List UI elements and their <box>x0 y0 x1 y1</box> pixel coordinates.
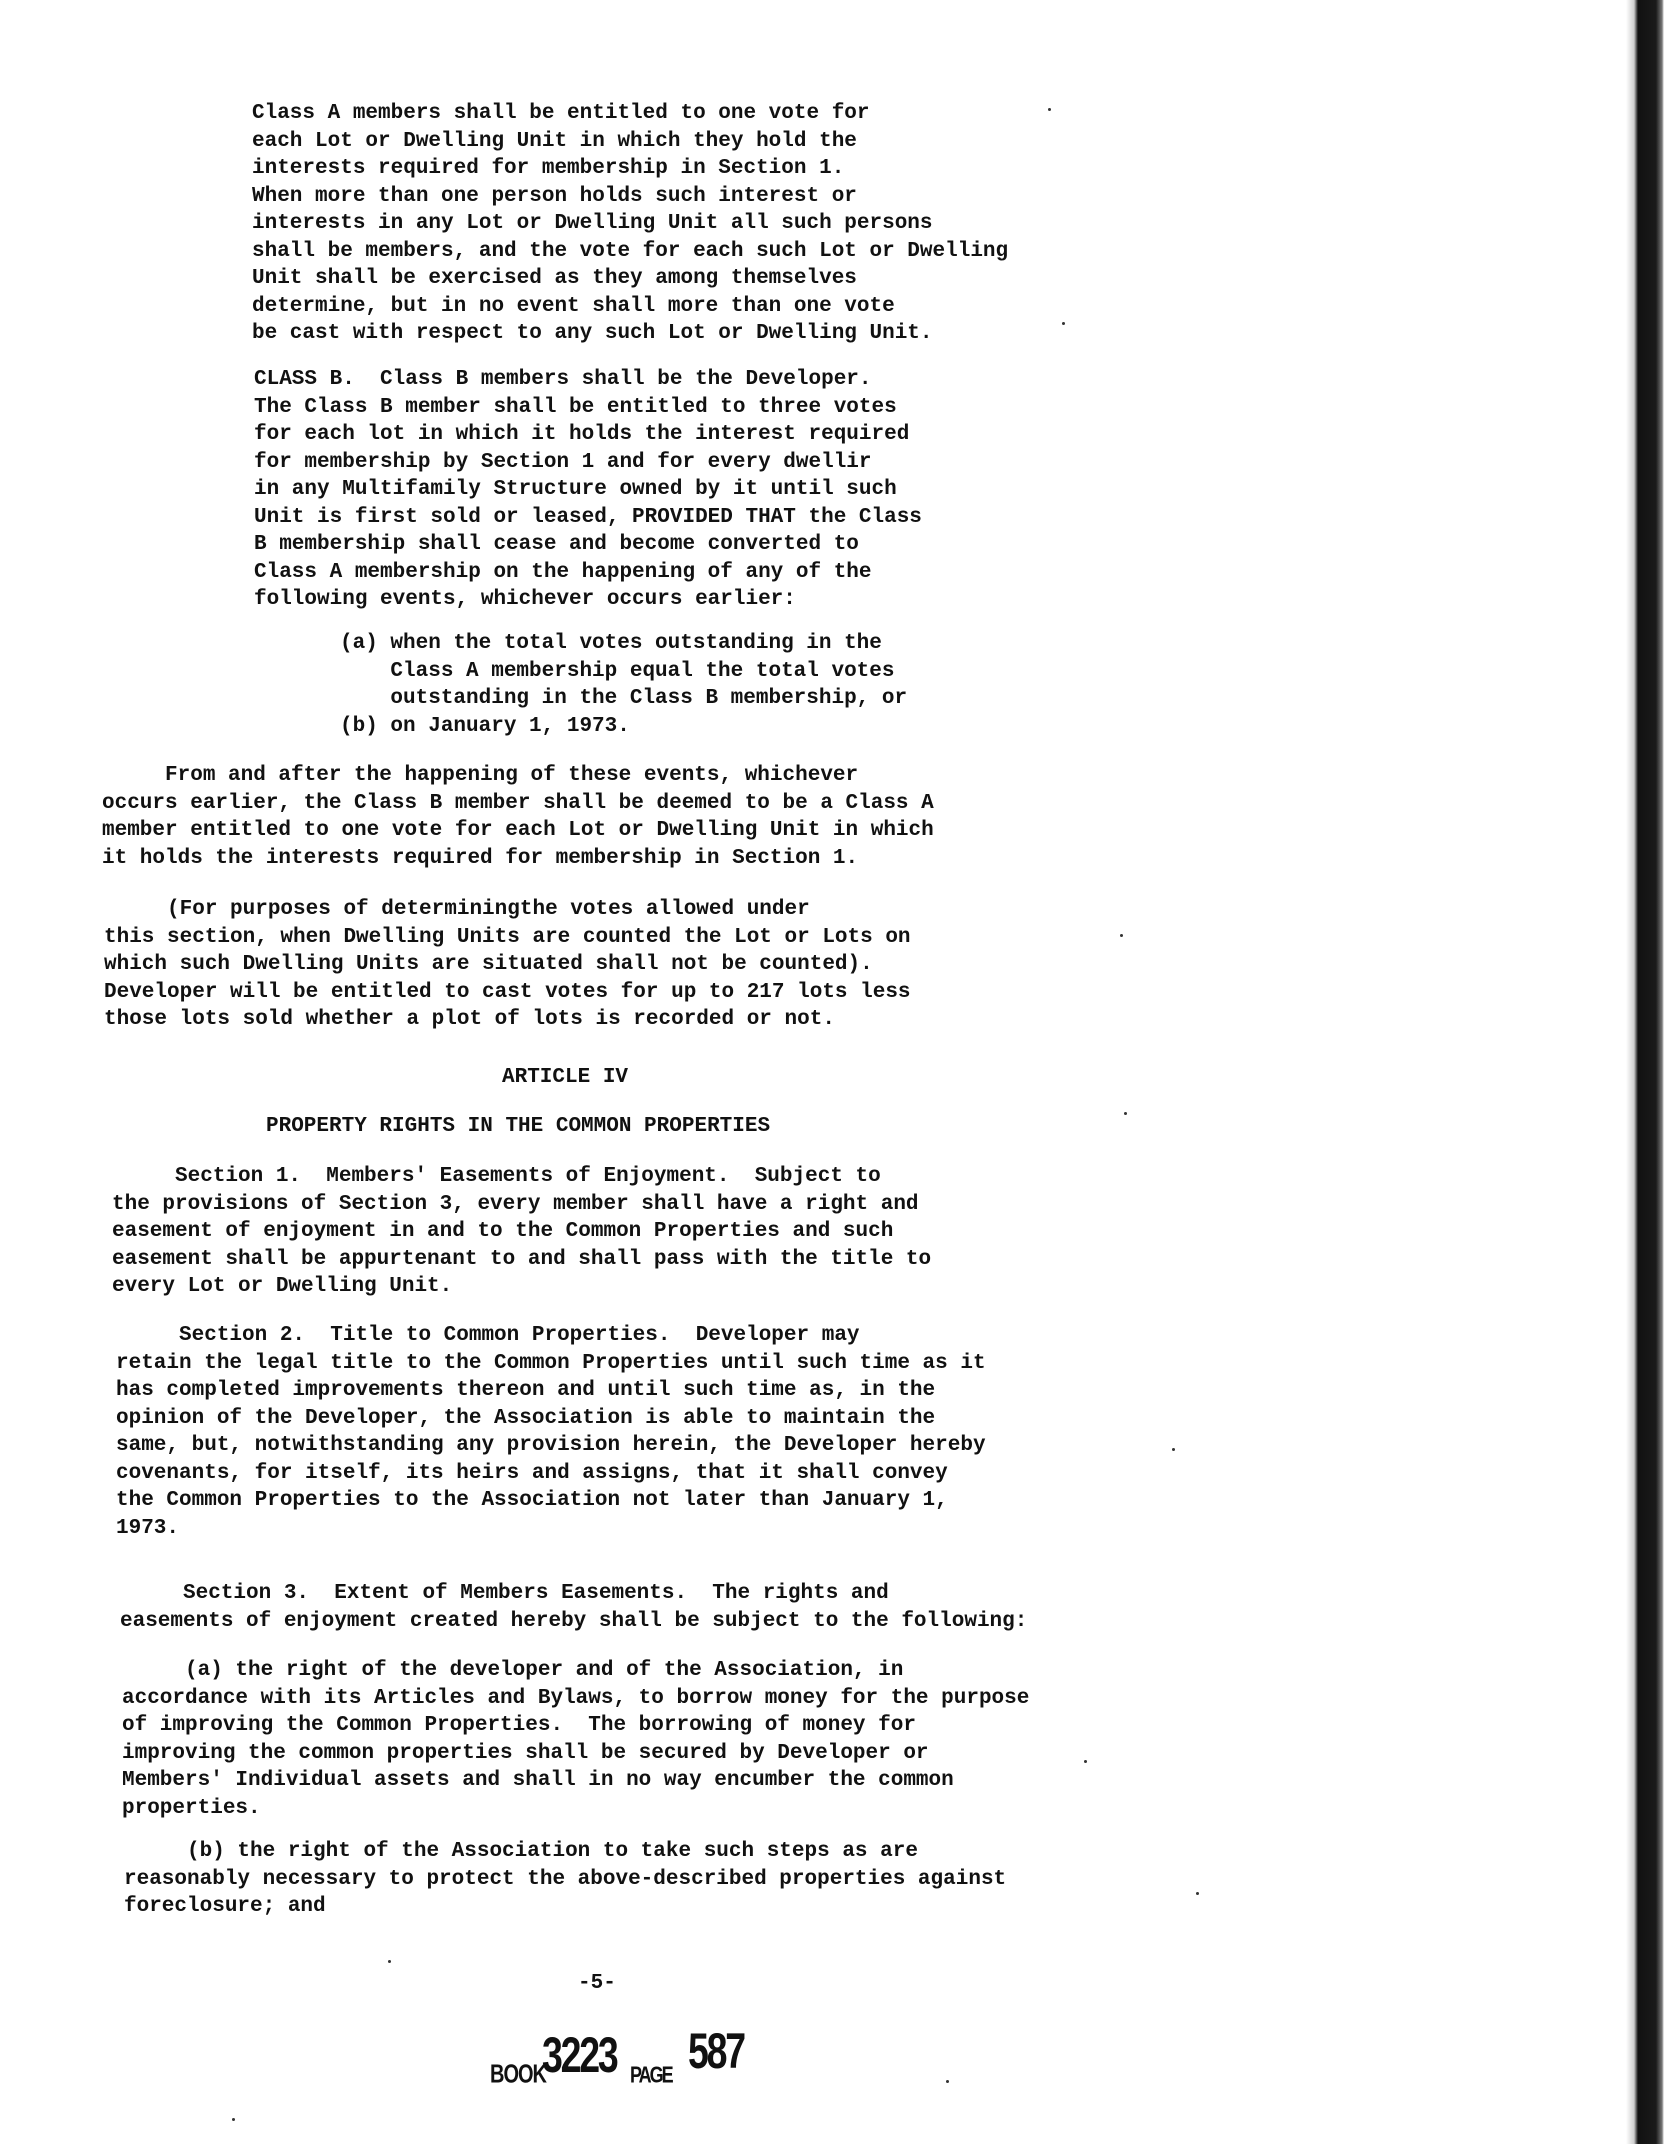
text-line: Unit is first sold or leased, PROVIDED THAT the Class <box>254 505 922 529</box>
text-line: Class A membership equal the total votes <box>340 659 895 683</box>
text-line: Developer will be entitled to cast votes for up to 217 lots less <box>104 980 911 1004</box>
text-line: easement of enjoyment in and to the Common Properties and such <box>112 1220 894 1243</box>
text-line: Class A membership on the happening of any of the <box>254 560 872 584</box>
text-line: same, but, notwithstanding any provision herein, the Developer hereby <box>116 1434 986 1457</box>
text-line: improving the common properties shall be secured by Developer or <box>122 1741 929 1765</box>
text-line: be cast with respect to any such Lot or Dwelling Unit. <box>252 322 933 345</box>
text-line: (a) the right of the developer and of the Association, in <box>122 1659 904 1682</box>
text-line: Section 1. Members' Easements of Enjoyment. Subject to <box>112 1165 881 1188</box>
class-a-paragraph <box>252 100 1008 348</box>
text-line: opinion of the Developer, the Association is able to maintain the <box>116 1406 936 1430</box>
stamp-book-word: BOOK <box>490 2060 546 2090</box>
text-line: (a) when the total votes outstanding in the <box>340 632 882 655</box>
scan-speck <box>232 2118 235 2121</box>
stamp-book-number: 3223 <box>542 2027 617 2083</box>
text-line: each Lot or Dwelling Unit in which they hold the <box>252 129 857 153</box>
text-line: for membership by Section 1 and for every dwellir <box>254 450 872 474</box>
text-line: Members' Individual assets and shall in no way encumber the common <box>122 1769 954 1792</box>
events-list <box>340 630 907 740</box>
text-line: foreclosure; and <box>124 1895 326 1918</box>
text-line: those lots sold whether a plot of lots is recorded or not. <box>104 1008 835 1031</box>
class-b-paragraph <box>254 366 922 614</box>
text-line: B membership shall cease and become converted to <box>254 533 859 556</box>
text-line: shall be members, and the vote for each such Lot or Dwelling <box>252 239 1009 263</box>
section-3-item-b <box>124 1838 1006 1921</box>
text-line: properties. <box>122 1796 261 1820</box>
text-line: accordance with its Articles and Bylaws, to borrow money for the purpose <box>122 1686 1030 1710</box>
text-line: the Common Properties to the Association not later than January 1, <box>116 1489 948 1512</box>
text-line: retain the legal title to the Common Properties until such time as it <box>116 1351 986 1375</box>
text-line: When more than one person holds such interest or <box>252 184 857 208</box>
text-line: (b) on January 1, 1973. <box>340 714 630 738</box>
text-line: following events, whichever occurs earlier: <box>254 588 796 611</box>
article-title: PROPERTY RIGHTS IN THE COMMON PROPERTIES <box>266 1115 771 1138</box>
scan-edge-shadow <box>1626 0 1664 2144</box>
text-line: of improving the Common Properties. The borrowing of money for <box>122 1714 916 1737</box>
scan-speck <box>1048 108 1051 111</box>
section-2-paragraph <box>116 1322 986 1542</box>
text-line: this section, when Dwelling Units are counted the Lot or Lots on <box>104 925 911 949</box>
scan-speck <box>1120 934 1123 937</box>
text-line: in any Multifamily Structure owned by it until such <box>254 478 897 501</box>
text-line: interests required for membership in Section 1. <box>252 157 845 180</box>
text-line: Unit shall be exercised as they among themselves <box>252 267 857 290</box>
text-line: (b) the right of the Association to take such steps as are <box>124 1840 918 1863</box>
text-line: reasonably necessary to protect the above-described properties against <box>124 1867 1007 1891</box>
text-line: 1973. <box>116 1516 180 1540</box>
text-line: outstanding in the Class B membership, or <box>340 687 908 710</box>
text-line: (For purposes of determiningthe votes allowed under <box>104 898 810 921</box>
section-1-paragraph <box>112 1163 931 1301</box>
scan-speck <box>1084 1760 1087 1763</box>
conversion-paragraph <box>102 762 934 872</box>
page-number: -5- <box>578 1972 616 1995</box>
stamp-page-number: 587 <box>688 2023 744 2079</box>
text-line: Class A members shall be entitled to one vote for <box>252 102 870 125</box>
text-line: has completed improvements thereon and until such time as, in the <box>116 1379 936 1402</box>
recording-stamp <box>490 2023 790 2100</box>
text-line: easements of enjoyment created hereby shall be subject to the following: <box>120 1609 1028 1633</box>
text-line: Section 2. Title to Common Properties. Developer may <box>116 1324 860 1347</box>
purposes-paragraph <box>104 896 911 1034</box>
scan-speck <box>1124 1112 1127 1115</box>
text-line: member entitled to one vote for each Lot or Dwelling Unit in which <box>102 819 934 842</box>
text-line: which such Dwelling Units are situated shall not be counted). <box>104 953 873 976</box>
text-line: occurs earlier, the Class B member shall be deemed to be a Class A <box>102 791 934 815</box>
text-line: interests in any Lot or Dwelling Unit all such persons <box>252 212 933 235</box>
article-heading: ARTICLE IV <box>502 1066 629 1089</box>
section-3-item-a <box>122 1657 1029 1822</box>
text-line: The Class B member shall be entitled to three votes <box>254 395 897 419</box>
text-line: determine, but in no event shall more than one vote <box>252 294 895 318</box>
text-line: it holds the interests required for membership in Section 1. <box>102 846 859 870</box>
text-line: From and after the happening of these events, whichever <box>102 764 859 787</box>
text-line: every Lot or Dwelling Unit. <box>112 1275 453 1298</box>
text-line: covenants, for itself, its heirs and assigns, that it shall convey <box>116 1461 948 1485</box>
scan-speck <box>1062 322 1065 325</box>
scan-speck <box>388 1960 391 1963</box>
text-line: easement shall be appurtenant to and shall pass with the title to <box>112 1247 932 1271</box>
scan-speck <box>946 2080 949 2083</box>
text-line: Section 3. Extent of Members Easements. The rights and <box>120 1582 889 1605</box>
text-line: for each lot in which it holds the interest required <box>254 423 910 446</box>
scan-speck <box>1196 1892 1199 1895</box>
text-line: the provisions of Section 3, every member shall have a right and <box>112 1192 919 1216</box>
scan-speck <box>1172 1448 1175 1451</box>
text-line: CLASS B. Class B members shall be the Developer. <box>254 368 872 391</box>
stamp-page-word: PAGE <box>630 2061 672 2088</box>
section-3-paragraph <box>120 1580 1027 1635</box>
